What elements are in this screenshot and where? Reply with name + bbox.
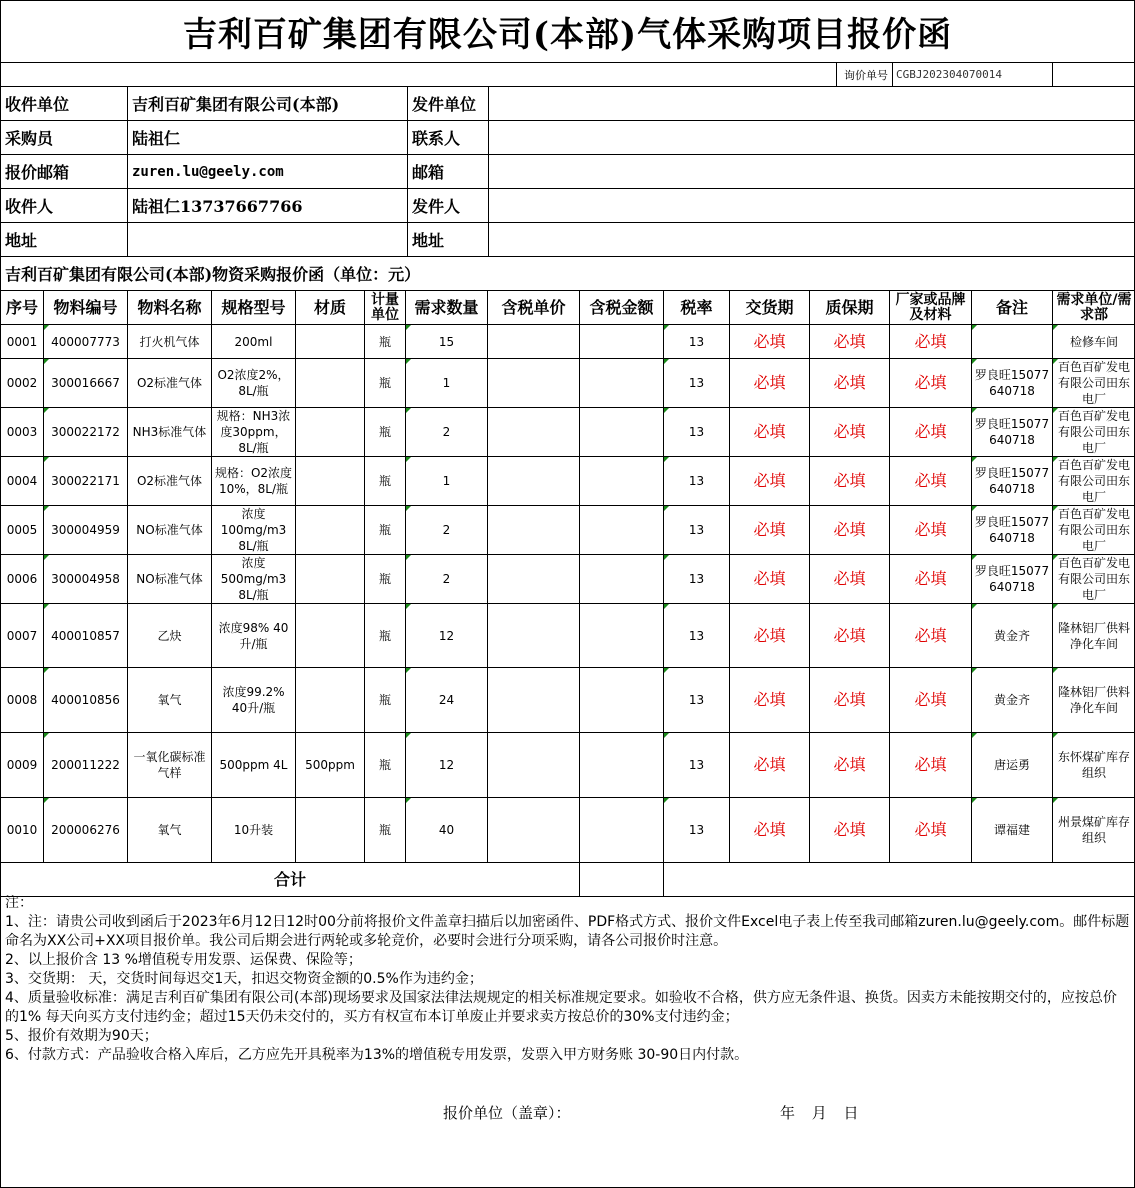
note-line: 6、付款方式：产品验收合格入库后，乙方应先开具税率为13%的增值税专用发票，发票入甲方财务账 30-90日内付款。 xyxy=(5,1047,749,1063)
delivery-input[interactable]: 必填 xyxy=(730,604,810,668)
unit: 瓶 xyxy=(365,733,406,798)
brand-input[interactable]: 必填 xyxy=(890,408,972,457)
unit-price-input[interactable] xyxy=(488,798,580,863)
remark[interactable]: 唐运勇 xyxy=(972,733,1053,798)
quantity: 12 xyxy=(406,604,488,668)
address2-value[interactable] xyxy=(489,223,1135,257)
unit-price-input[interactable] xyxy=(488,457,580,506)
unit: 瓶 xyxy=(365,668,406,733)
email-label: 邮箱 xyxy=(408,155,489,189)
quantity: 15 xyxy=(406,325,488,359)
delivery-input[interactable]: 必填 xyxy=(730,555,810,604)
note-line: 4、质量验收标准：满足吉利百矿集团有限公司(本部)现场要求及国家法律法规规定的相关标准规定要求。如验收不合格，供方应无条件退、换货。因卖方未能按期交付的，应按总价的1% 每天向买方支付违约金；超过15天仍未交付的，买方有权宣布本订单废止并要求卖方按总价的30%支付违约金； xyxy=(5,990,1117,1025)
unit-price-input[interactable] xyxy=(488,359,580,408)
quantity: 40 xyxy=(406,798,488,863)
amount-input[interactable] xyxy=(580,555,664,604)
quantity: 1 xyxy=(406,359,488,408)
spec: 浓度99.2% 40升/瓶 xyxy=(212,668,296,733)
recv-unit-value[interactable]: 吉利百矿集团有限公司(本部) xyxy=(128,87,408,121)
address-label: 地址 xyxy=(1,223,128,257)
unit-price-input[interactable] xyxy=(488,408,580,457)
material[interactable] xyxy=(296,798,365,863)
spec: 500ppm 4L xyxy=(212,733,296,798)
quantity: 2 xyxy=(406,506,488,555)
inquiry-number-label: 询价单号 xyxy=(837,63,893,87)
brand-input[interactable]: 必填 xyxy=(890,798,972,863)
col-header-name: 物料名称 xyxy=(128,291,212,325)
note-line: 3、交货期： 天，交货时间每迟交1天，扣迟交物资金额的0.5%作为违约金； xyxy=(5,971,483,987)
delivery-input[interactable]: 必填 xyxy=(730,668,810,733)
buyer-value[interactable]: 陆祖仁 xyxy=(128,121,408,155)
col-header-dept: 需求单位/需求部 xyxy=(1053,291,1135,325)
demand-dept: 检修车间 xyxy=(1053,325,1135,359)
tax-rate: 13 xyxy=(664,457,730,506)
col-header-delivery: 交货期 xyxy=(730,291,810,325)
note-line: 2、以上报价含 13 %增值税专用发票、运保费、保险等； xyxy=(5,952,362,968)
demand-dept: 百色百矿发电有限公司田东电厂 xyxy=(1053,457,1135,506)
col-header-qty: 需求数量 xyxy=(406,291,488,325)
unit: 瓶 xyxy=(365,359,406,408)
note-line: 注： xyxy=(5,895,33,911)
brand-input[interactable]: 必填 xyxy=(890,604,972,668)
delivery-input[interactable]: 必填 xyxy=(730,506,810,555)
material-name: 乙炔 xyxy=(128,604,212,668)
row-no: 0001 xyxy=(1,325,44,359)
signature-label: 报价单位（盖章）： xyxy=(443,1104,571,1122)
warranty-input[interactable]: 必填 xyxy=(810,733,890,798)
material[interactable] xyxy=(296,506,365,555)
col-header-material: 材质 xyxy=(296,291,365,325)
address-value[interactable] xyxy=(128,223,408,257)
material-code: 400010856 xyxy=(44,668,128,733)
unit-price-input[interactable] xyxy=(488,555,580,604)
col-header-warranty: 质保期 xyxy=(810,291,890,325)
col-header-unit: 计量单位 xyxy=(365,291,406,325)
material-name: O2标准气体 xyxy=(128,457,212,506)
row-no: 0004 xyxy=(1,457,44,506)
material-name: O2标准气体 xyxy=(128,359,212,408)
amount-input[interactable] xyxy=(580,798,664,863)
warranty-input[interactable]: 必填 xyxy=(810,668,890,733)
material-code: 400007773 xyxy=(44,325,128,359)
remark[interactable] xyxy=(972,325,1053,359)
items-table xyxy=(0,290,1135,897)
amount-input[interactable] xyxy=(580,604,664,668)
warranty-input[interactable]: 必填 xyxy=(810,604,890,668)
sender-label: 发件人 xyxy=(408,189,489,223)
brand-input[interactable]: 必填 xyxy=(890,325,972,359)
tax-rate: 13 xyxy=(664,555,730,604)
address2-label: 地址 xyxy=(408,223,489,257)
row-no: 0003 xyxy=(1,408,44,457)
warranty-input[interactable]: 必填 xyxy=(810,325,890,359)
unit: 瓶 xyxy=(365,457,406,506)
table-row xyxy=(1,555,1135,604)
warranty-input[interactable]: 必填 xyxy=(810,798,890,863)
unit: 瓶 xyxy=(365,604,406,668)
spec: 浓度100mg/m3 8L/瓶 xyxy=(212,506,296,555)
col-header-tax: 税率 xyxy=(664,291,730,325)
remark[interactable]: 黄金齐 xyxy=(972,604,1053,668)
material[interactable]: 500ppm xyxy=(296,733,365,798)
table-row xyxy=(1,408,1135,457)
remark[interactable]: 谭福建 xyxy=(972,798,1053,863)
row-no: 0009 xyxy=(1,733,44,798)
brand-input[interactable]: 必填 xyxy=(890,733,972,798)
brand-input[interactable]: 必填 xyxy=(890,359,972,408)
unit-price-input[interactable] xyxy=(488,668,580,733)
warranty-input[interactable]: 必填 xyxy=(810,555,890,604)
send-unit-value[interactable] xyxy=(489,87,1135,121)
quantity: 24 xyxy=(406,668,488,733)
material-code: 300004958 xyxy=(44,555,128,604)
date-label: 年 月 日 xyxy=(780,1104,859,1122)
material-name: 氧气 xyxy=(128,798,212,863)
material[interactable] xyxy=(296,359,365,408)
col-header-brand: 厂家或品牌及材料 xyxy=(890,291,972,325)
material-code: 300022171 xyxy=(44,457,128,506)
tax-rate: 13 xyxy=(664,668,730,733)
quantity: 2 xyxy=(406,555,488,604)
quote-email-value[interactable]: zuren.lu@geely.com xyxy=(128,155,408,189)
row-no: 0008 xyxy=(1,668,44,733)
spec: 浓度98% 40升/瓶 xyxy=(212,604,296,668)
inquiry-number-value: CGBJ202304070014 xyxy=(893,63,1053,87)
demand-dept: 州景煤矿库存组织 xyxy=(1053,798,1135,863)
col-header-remark: 备注 xyxy=(972,291,1053,325)
brand-input[interactable]: 必填 xyxy=(890,506,972,555)
amount-input[interactable] xyxy=(580,457,664,506)
quantity: 1 xyxy=(406,457,488,506)
delivery-input[interactable]: 必填 xyxy=(730,733,810,798)
tax-rate: 13 xyxy=(664,604,730,668)
material[interactable] xyxy=(296,325,365,359)
unit: 瓶 xyxy=(365,325,406,359)
material-code: 300004959 xyxy=(44,506,128,555)
spec: O2浓度2%，8L/瓶 xyxy=(212,359,296,408)
col-header-spec: 规格型号 xyxy=(212,291,296,325)
material-code: 300016667 xyxy=(44,359,128,408)
table-row xyxy=(1,733,1135,798)
table-subtitle: 吉利百矿集团有限公司(本部)物资采购报价函（单位：元） xyxy=(0,256,1135,290)
warranty-input[interactable]: 必填 xyxy=(810,359,890,408)
col-header-no: 序号 xyxy=(1,291,44,325)
unit-price-input[interactable] xyxy=(488,733,580,798)
demand-dept: 百色百矿发电有限公司田东电厂 xyxy=(1053,408,1135,457)
unit-price-input[interactable] xyxy=(488,506,580,555)
material-name: 氧气 xyxy=(128,668,212,733)
row-no: 0005 xyxy=(1,506,44,555)
tax-rate: 13 xyxy=(664,408,730,457)
material-name: 打火机气体 xyxy=(128,325,212,359)
demand-dept: 百色百矿发电有限公司田东电厂 xyxy=(1053,555,1135,604)
material-code: 200006276 xyxy=(44,798,128,863)
amount-input[interactable] xyxy=(580,506,664,555)
items-header-row xyxy=(1,291,1135,325)
material-name: 一氧化碳标准气样 xyxy=(128,733,212,798)
receiver-value[interactable]: 陆祖仁13737667766 xyxy=(128,189,408,223)
material-name: NO标准气体 xyxy=(128,555,212,604)
demand-dept: 百色百矿发电有限公司田东电厂 xyxy=(1053,506,1135,555)
warranty-input[interactable]: 必填 xyxy=(810,506,890,555)
table-row xyxy=(1,798,1135,863)
delivery-input[interactable]: 必填 xyxy=(730,325,810,359)
remark[interactable]: 罗良旺15077640718 xyxy=(972,408,1053,457)
table-row xyxy=(1,457,1135,506)
col-header-amount: 含税金额 xyxy=(580,291,664,325)
remark[interactable]: 黄金齐 xyxy=(972,668,1053,733)
material[interactable] xyxy=(296,408,365,457)
material-name: NH3标准气体 xyxy=(128,408,212,457)
delivery-input[interactable]: 必填 xyxy=(730,457,810,506)
contact-value[interactable] xyxy=(489,121,1135,155)
amount-input[interactable] xyxy=(580,408,664,457)
material-code: 200011222 xyxy=(44,733,128,798)
remark[interactable]: 罗良旺15077640718 xyxy=(972,457,1053,506)
total-label: 合计 xyxy=(1,863,580,897)
delivery-input[interactable]: 必填 xyxy=(730,359,810,408)
tax-rate: 13 xyxy=(664,798,730,863)
spec: 规格：NH3浓度30ppm，8L/瓶 xyxy=(212,408,296,457)
sender-value[interactable] xyxy=(489,189,1135,223)
tax-rate: 13 xyxy=(664,506,730,555)
recv-unit-label: 收件单位 xyxy=(1,87,128,121)
tax-rate: 13 xyxy=(664,325,730,359)
demand-dept: 隆林铝厂供料净化车间 xyxy=(1053,668,1135,733)
warranty-input[interactable]: 必填 xyxy=(810,457,890,506)
note-line: 5、报价有效期为90天； xyxy=(5,1028,158,1044)
unit-price-input[interactable] xyxy=(488,604,580,668)
material[interactable] xyxy=(296,604,365,668)
material-name: NO标准气体 xyxy=(128,506,212,555)
page-title: 吉利百矿集团有限公司(本部)气体采购项目报价函 xyxy=(182,14,953,55)
tax-rate: 13 xyxy=(664,359,730,408)
header-info-table xyxy=(0,86,1135,257)
quote-email-label: 报价邮箱 xyxy=(1,155,128,189)
material-code: 400010857 xyxy=(44,604,128,668)
row-no: 0006 xyxy=(1,555,44,604)
table-row xyxy=(1,604,1135,668)
quantity: 12 xyxy=(406,733,488,798)
col-header-code: 物料编号 xyxy=(44,291,128,325)
amount-input[interactable] xyxy=(580,668,664,733)
unit: 瓶 xyxy=(365,798,406,863)
remark[interactable]: 罗良旺15077640718 xyxy=(972,506,1053,555)
remark[interactable]: 罗良旺15077640718 xyxy=(972,555,1053,604)
receiver-label: 收件人 xyxy=(1,189,128,223)
spec: 10升装 xyxy=(212,798,296,863)
spec: 浓度500mg/m3 8L/瓶 xyxy=(212,555,296,604)
col-header-price: 含税单价 xyxy=(488,291,580,325)
unit: 瓶 xyxy=(365,408,406,457)
amount-input[interactable] xyxy=(580,359,664,408)
brand-input[interactable]: 必填 xyxy=(890,457,972,506)
buyer-label: 采购员 xyxy=(1,121,128,155)
spec: 规格：O2浓度10%，8L/瓶 xyxy=(212,457,296,506)
notes-section xyxy=(0,892,1135,1188)
note-line: 1、注：请贵公司收到函后于2023年6月12日12时00分前将报价文件盖章扫描后以加密函件、PDF格式方式、报价文件Excel电子表上传至我司邮箱zuren.lu@geely.com。邮件标题命名为XX公司+XX项目报价单。我公司后期会进行两轮或多轮竞价，必要时会进行分项采购，请各公司报价时注意。 xyxy=(5,914,1130,949)
table-row xyxy=(1,325,1135,359)
demand-dept: 东怀煤矿库存组织 xyxy=(1053,733,1135,798)
delivery-input[interactable]: 必填 xyxy=(730,798,810,863)
table-row xyxy=(1,668,1135,733)
material-code: 300022172 xyxy=(44,408,128,457)
email-value[interactable] xyxy=(489,155,1135,189)
quantity: 2 xyxy=(406,408,488,457)
remark[interactable]: 罗良旺15077640718 xyxy=(972,359,1053,408)
brand-input[interactable]: 必填 xyxy=(890,668,972,733)
spec: 200ml xyxy=(212,325,296,359)
material[interactable] xyxy=(296,668,365,733)
warranty-input[interactable]: 必填 xyxy=(810,408,890,457)
row-no: 0002 xyxy=(1,359,44,408)
amount-input[interactable] xyxy=(580,325,664,359)
table-row xyxy=(1,506,1135,555)
table-row xyxy=(1,359,1135,408)
brand-input[interactable]: 必填 xyxy=(890,555,972,604)
demand-dept: 隆林铝厂供料净化车间 xyxy=(1053,604,1135,668)
contact-label: 联系人 xyxy=(408,121,489,155)
delivery-input[interactable]: 必填 xyxy=(730,408,810,457)
unit-price-input[interactable] xyxy=(488,325,580,359)
amount-input[interactable] xyxy=(580,733,664,798)
row-no: 0010 xyxy=(1,798,44,863)
row-no: 0007 xyxy=(1,604,44,668)
demand-dept: 百色百矿发电有限公司田东电厂 xyxy=(1053,359,1135,408)
material[interactable] xyxy=(296,457,365,506)
tax-rate: 13 xyxy=(664,733,730,798)
unit: 瓶 xyxy=(365,555,406,604)
inquiry-number-row xyxy=(0,62,1135,87)
material[interactable] xyxy=(296,555,365,604)
unit: 瓶 xyxy=(365,506,406,555)
send-unit-label: 发件单位 xyxy=(408,87,489,121)
